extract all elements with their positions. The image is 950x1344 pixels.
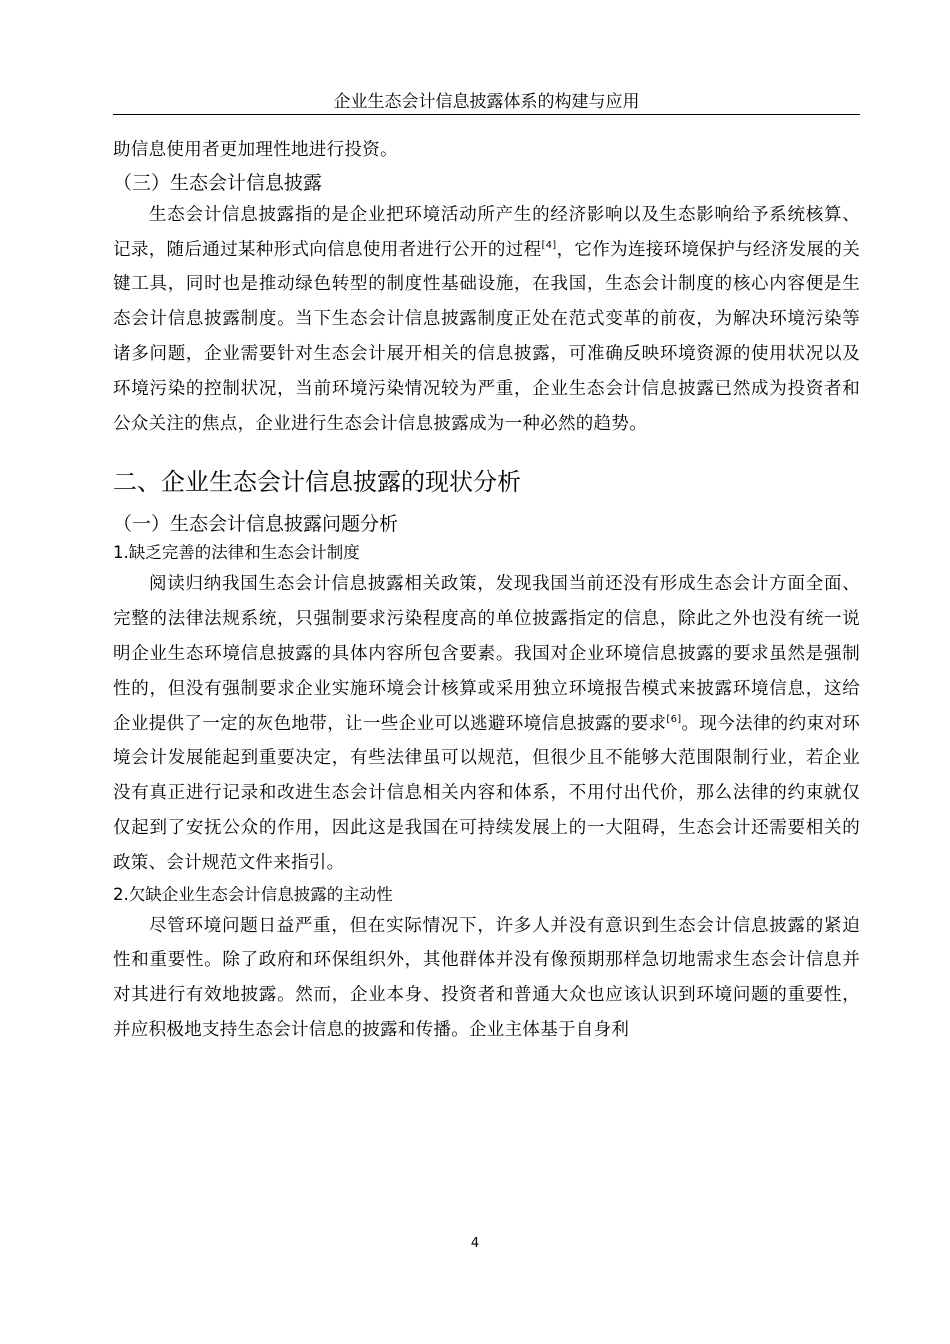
paragraph-initiative: 尽管环境问题日益严重，但在实际情况下，许多人并没有意识到生态会计信息披露的紧迫性和重要性。除了政府和环保组织外，其他群体并没有像预期那样急切地需求生态会计信息并对其进行有效地披露。然而，企业本身、投资者和普通大众也应该认识到环境问题的重要性，并应积极地支持生态会计信息的披露和传播。企业主体基于自身利 xyxy=(113,915,860,1040)
paragraph-text: 。现今法律的约束对环境会计发展能起到重要决定，有些法律虽可以规范，但很少且不能够大范围限制行业，若企业没有真正进行记录和改进生态会计信息相关内容和体系，不用付出代价，那么法律的约束就仅仅起到了安抚公众的作用，因此这是我国在可持续发展上的一大阻碍，生态会计还需要相关的政策、会计规范文件来指引。 xyxy=(113,713,860,873)
chapter-heading-2: 二、企业生态会计信息披露的现状分析 xyxy=(113,468,521,497)
continued-paragraph: 助信息使用者更加理性地进行投资。 xyxy=(113,140,398,160)
section-heading-2-1: （一）生态会计信息披露问题分析 xyxy=(113,513,399,536)
citation-6: [6] xyxy=(666,713,682,725)
page-content xyxy=(113,133,860,1048)
subsection-heading-1: 1.缺乏完善的法律和生态会计制度 xyxy=(113,543,360,563)
header-rule xyxy=(113,114,860,115)
running-header: 企业生态会计信息披露体系的构建与应用 xyxy=(333,92,640,112)
citation-4: [4] xyxy=(541,239,557,251)
subsection-heading-2: 2.欠缺企业生态会计信息披露的主动性 xyxy=(113,884,393,904)
paragraph-legal-system xyxy=(113,567,860,880)
paragraph-text: ，它作为连接环境保护与经济发展的关键工具，同时也是推动绿色转型的制度性基础设施，在我国，生态会计制度的核心内容便是生态会计信息披露制度。当下生态会计信息披露制度正处在范式变革的前夜，为解决环境污染等诸多问题，企业需要针对生态会计展开相关的信息披露，可准确反映环境资源的使用状况以及环境污染的控制状况，当前环境污染情况较为严重，企业生态会计信息披露已然成为投资者和公众关注的焦点，企业进行生态会计信息披露成为一种必然的趋势。 xyxy=(113,239,860,434)
page-number: 4 xyxy=(470,1236,480,1251)
paragraph-text: 阅读归纳我国生态会计信息披露相关政策，发现我国当前还没有形成生态会计方面全面、完整的法律法规系统，只强制要求污染程度高的单位披露指定的信息，除此之外也没有统一说明企业生态环境信息披露的具体内容所包含要素。我国对企业环境信息披露的要求虽然是强制性的，但没有强制要求企业实施环境会计核算或采用独立环境报告模式来披露环境信息，这给企业提供了一定的灰色地带，让一些企业可以逃避环境信息披露的要求 xyxy=(113,574,860,734)
paragraph-text: 生态会计信息披露指的是企业把环境活动所产生的经济影响以及生态影响给予系统核算、记录，随后通过某种形式向信息使用者进行公开的过程 xyxy=(113,204,860,260)
section-heading-3: （三）生态会计信息披露 xyxy=(113,171,323,194)
paragraph-eco-disclosure-definition xyxy=(113,198,860,442)
